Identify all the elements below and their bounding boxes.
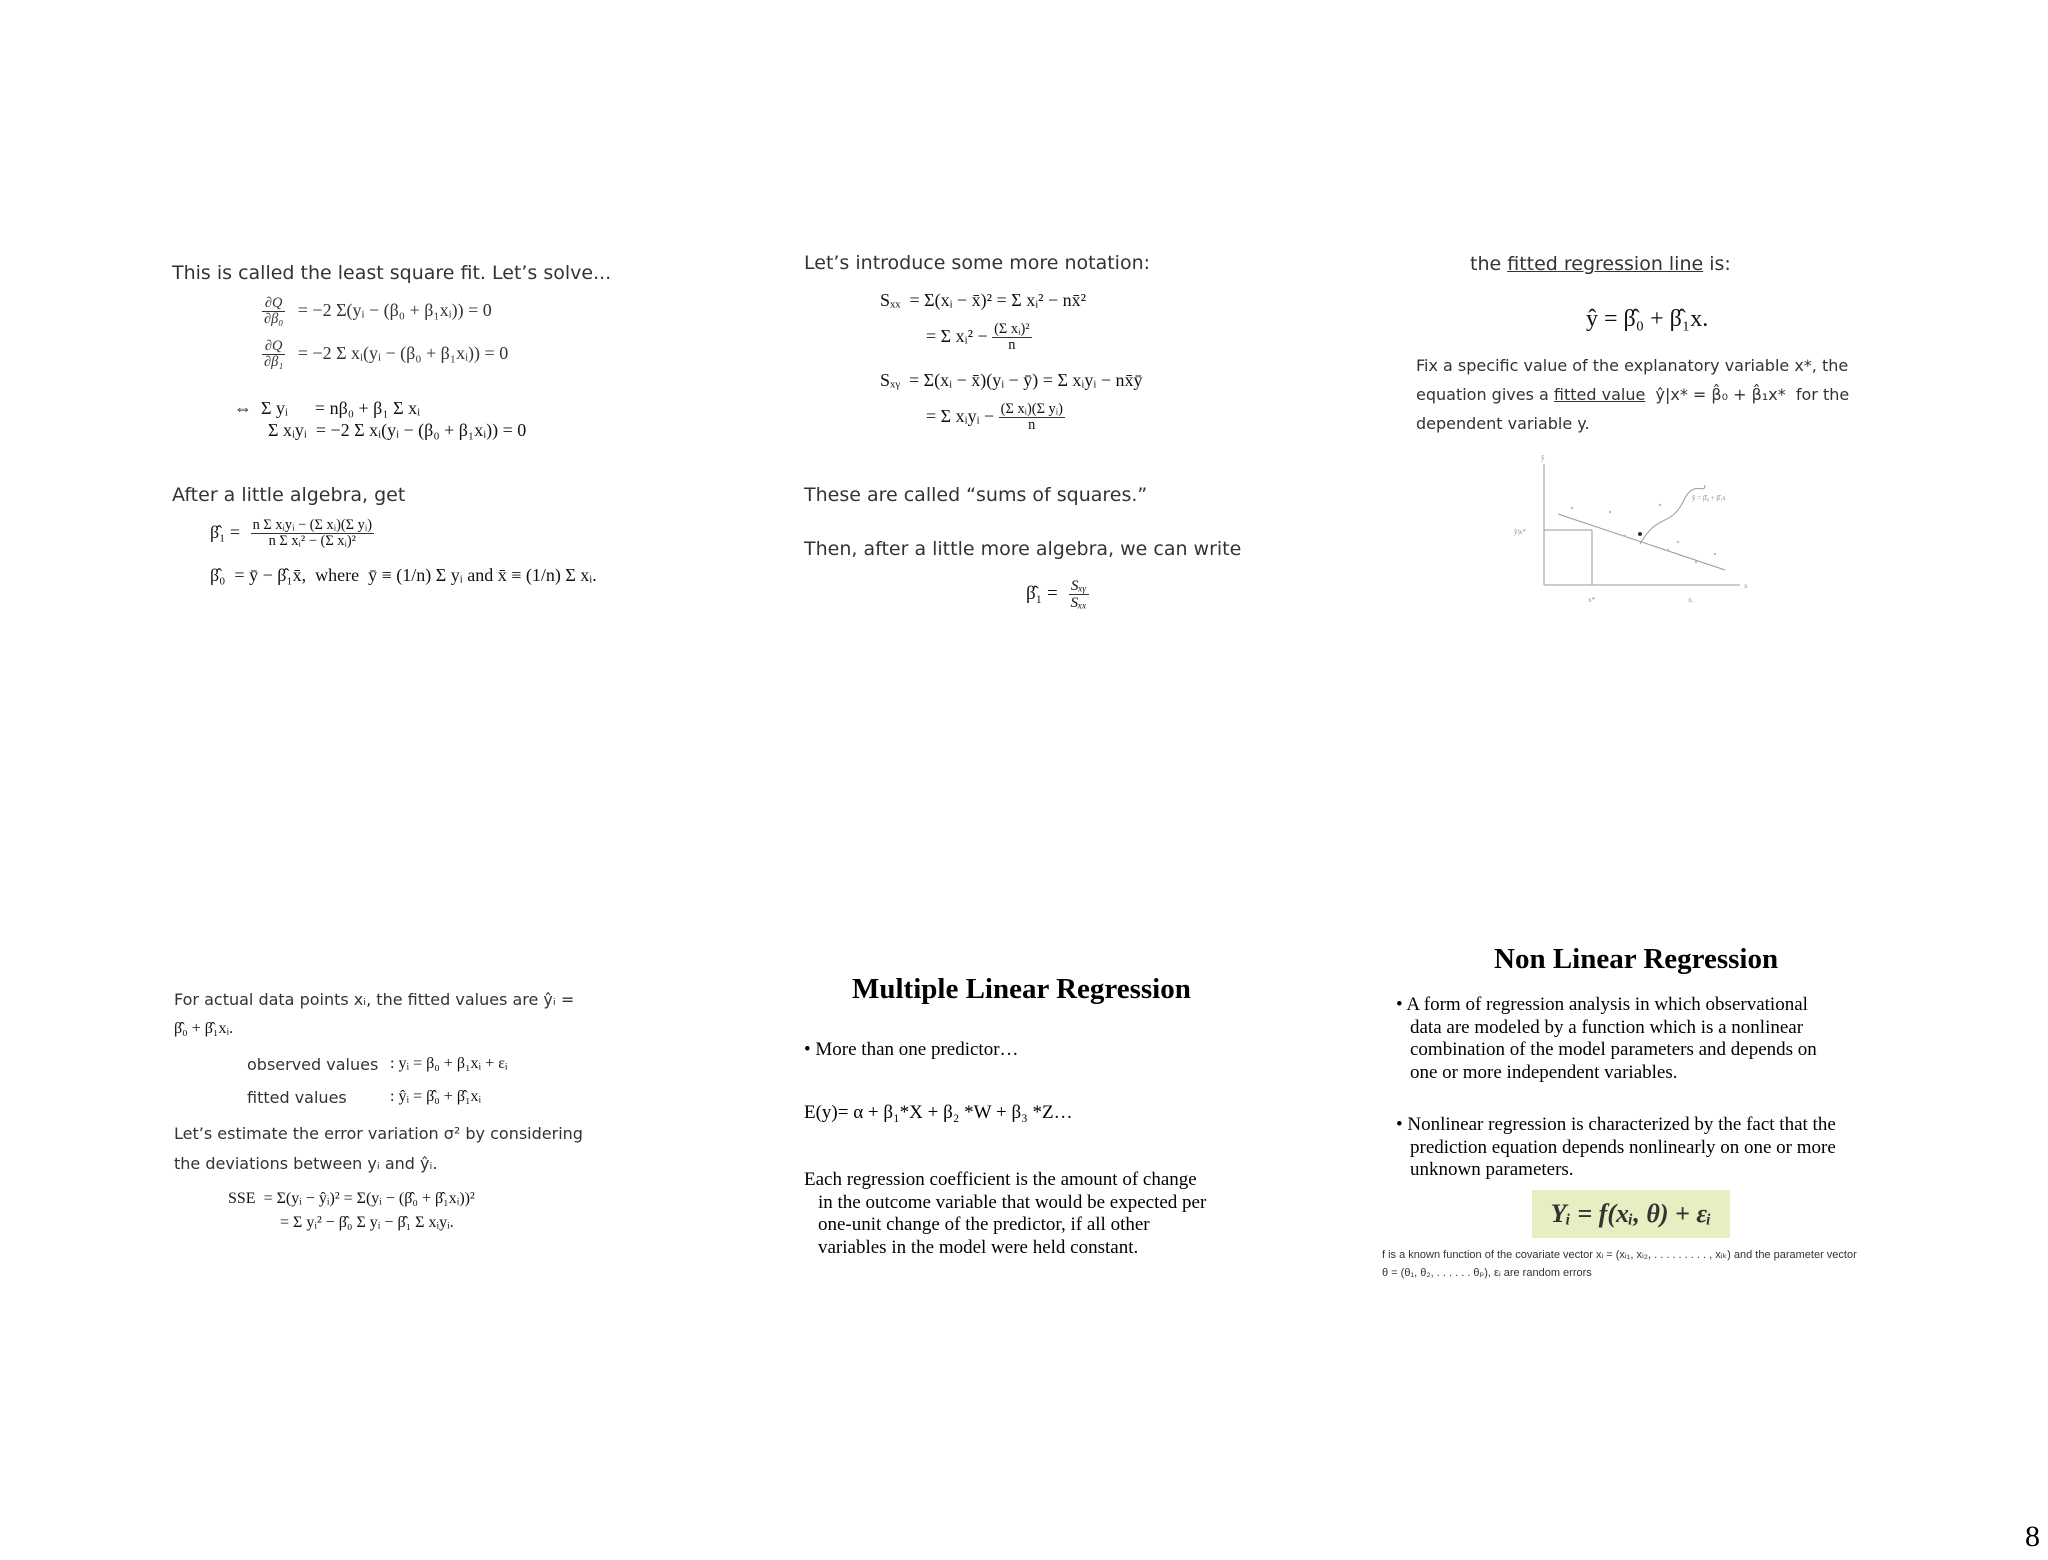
data-point (1624, 535, 1626, 537)
slide-sums-of-squares (700, 0, 1400, 700)
data-point (1695, 561, 1697, 563)
then-text: Then, after a little more algebra, we can write (804, 538, 1242, 560)
equation-beta0-hat: β̂₀ = ȳ − β̂₁x̄, where ȳ ≡ (1/n) Σ yᵢ and x̄ ≡ (1/n) Σ xᵢ. (210, 565, 597, 585)
paragraph-line-3: Let’s estimate the error variation σ² by considering (174, 1124, 583, 1143)
bullet-more-predictors: • More than one predictor… (804, 1039, 1019, 1060)
equation-fitted-line: ŷ = β̂₀ + β̂₁x. (1586, 306, 1709, 332)
bullet-definition: • A form of regression analysis in which observational data are modeled by a function which is a nonlinear combination of the model parameters and depends on one or more independent variables. (1396, 994, 1817, 1083)
slide-multiple-linear-regression (700, 780, 1400, 1480)
footnote-line-2: θ = (θ₁, θ₂, . . . . . . θₚ), εᵢ are random errors (1382, 1267, 1592, 1279)
plot-yx-label: ŷ|x* (1514, 528, 1526, 536)
equation-beta1-hat: β̂₁ = $\frac{\text{n Σ xᵢyᵢ − (Σ xᵢ)(Σ yᵢ)}}{\text{n Σ xᵢ² − (Σ xᵢ)²}}$ (210, 517, 372, 550)
equation-normal-1: ⇔ Σ yᵢ = nβ₀ + β₁ Σ xᵢ (234, 398, 421, 418)
data-point (1667, 549, 1669, 551)
slide-least-square-fit (0, 0, 700, 700)
equation-partial-b1: $\frac{\partial Q}{\text{∂β₁}}$ = −2 Σ xᵢ(yᵢ − (β₀ + β₁xᵢ)) = 0 (264, 338, 509, 371)
equation-nonlinear-model: Yᵢ = f(xᵢ, θ) + εᵢ (1532, 1190, 1730, 1238)
slide-error-variation (0, 780, 700, 1480)
data-point (1659, 504, 1661, 506)
data-point (1571, 507, 1573, 509)
plot-x-label: x (1744, 582, 1748, 590)
fitted-point (1638, 532, 1642, 536)
data-point (1609, 511, 1611, 513)
equation-sse-2: = Σ yᵢ² − β̂₀ Σ yᵢ − β̂₁ Σ xᵢyᵢ. (280, 1214, 454, 1231)
intro-text: This is called the least square fit. Let’s solve... (172, 262, 612, 284)
paragraph-line-4: the deviations between yᵢ and ŷᵢ. (174, 1154, 438, 1173)
slide-non-linear-regression (1370, 780, 2048, 1480)
equation-sxx-2: = Σ xᵢ² − $\frac{\text{(Σ xᵢ)²}}{n}$ (926, 321, 1030, 354)
sums-of-squares-text: These are called “sums of squares.” (804, 484, 1148, 506)
equation-sse-1: SSE = Σ(yᵢ − ŷᵢ)² = Σ(yᵢ − (β̂₀ + β̂₁xᵢ))² (228, 1190, 475, 1207)
data-point (1714, 553, 1716, 555)
footnote-line-1: f is a known function of the covariate vector xᵢ = (xᵢ₁, xᵢ₂, . . . . . . . . . , xᵢₖ) and the parameter vector (1382, 1249, 1857, 1261)
slide-title: Multiple Linear Regression (852, 973, 1191, 1005)
regression-sketch-plot (1500, 450, 1760, 610)
fitted-values-equation: : ŷᵢ = β̂₀ + β̂₁xᵢ (390, 1088, 482, 1105)
page-number: 8 (2025, 1520, 2040, 1553)
plot-ylabel: ŷ (1541, 454, 1545, 462)
equation-multiple-regression: E(y)= α + β₁*X + β₂ *W + β₃ *Z… (804, 1102, 1073, 1123)
paragraph-line-2: β̂₀ + β̂₁xᵢ. (174, 1020, 234, 1037)
equation-beta1-sxy-sxx: β̂₁ = $\frac{\text{Sₓᵧ}}{\text{Sₓₓ}}$ (1026, 577, 1087, 611)
paragraph-line-2: equation gives a fitted value ŷ|x* = β̂₀ + β̂₁x* for the (1416, 385, 1850, 404)
intro-text: Let’s introduce some more notation: (804, 252, 1151, 274)
equation-sxy-1: Sₓᵧ = Σ(xᵢ − x̄)(yᵢ − ȳ) = Σ xᵢyᵢ − nx̄ȳ (880, 370, 1143, 390)
equation-sxy-2: = Σ xᵢyᵢ − $\frac{\text{(Σ xᵢ)(Σ yᵢ)}}{n}$ (926, 401, 1063, 434)
plot-line-label: ŷ = β̂₀ + β̂₁x (1692, 494, 1726, 502)
paragraph-line-1: Fix a specific value of the explanatory variable x*, the (1416, 356, 1849, 375)
equation-partial-b0: $\frac{\partial Q}{\text{∂β₀}}$ = −2 Σ(yᵢ − (β₀ + β₁xᵢ)) = 0 (264, 295, 492, 328)
fitted-line-heading: the fitted regression line is: (1470, 253, 1731, 275)
coefficient-paragraph: Each regression coefficient is the amount of change in the outcome variable that would be expected per one-unit change of the predictor, if all other variables in the model were held constant. (804, 1169, 1207, 1258)
equation-sxx-1: Sₓₓ = Σ(xᵢ − x̄)² = Σ xᵢ² − nx̄² (880, 290, 1087, 310)
slide-fitted-regression-line (1400, 0, 2048, 700)
data-point (1677, 541, 1679, 543)
plot-xi-label: xᵢ (1688, 596, 1693, 604)
paragraph-line-1: For actual data points xᵢ, the fitted values are ŷᵢ = (174, 990, 575, 1009)
algebra-text: After a little algebra, get (172, 484, 406, 506)
equation-normal-2: Σ xᵢyᵢ = −2 Σ xᵢ(yᵢ − (β₀ + β₁xᵢ)) = 0 (268, 420, 527, 440)
observed-values-label: observed values (247, 1055, 379, 1074)
plot-xstar-label: x* (1588, 596, 1595, 604)
fitted-values-label: fitted values (247, 1088, 347, 1107)
paragraph-line-3: dependent variable y. (1416, 414, 1590, 433)
slide-title: Non Linear Regression (1494, 943, 1779, 975)
bullet-characterization: • Nonlinear regression is characterized by the fact that the prediction equation depends nonlinearly on one or more unknown parameters. (1396, 1114, 1836, 1180)
observed-values-equation: : yᵢ = β₀ + β₁xᵢ + εᵢ (390, 1055, 508, 1072)
